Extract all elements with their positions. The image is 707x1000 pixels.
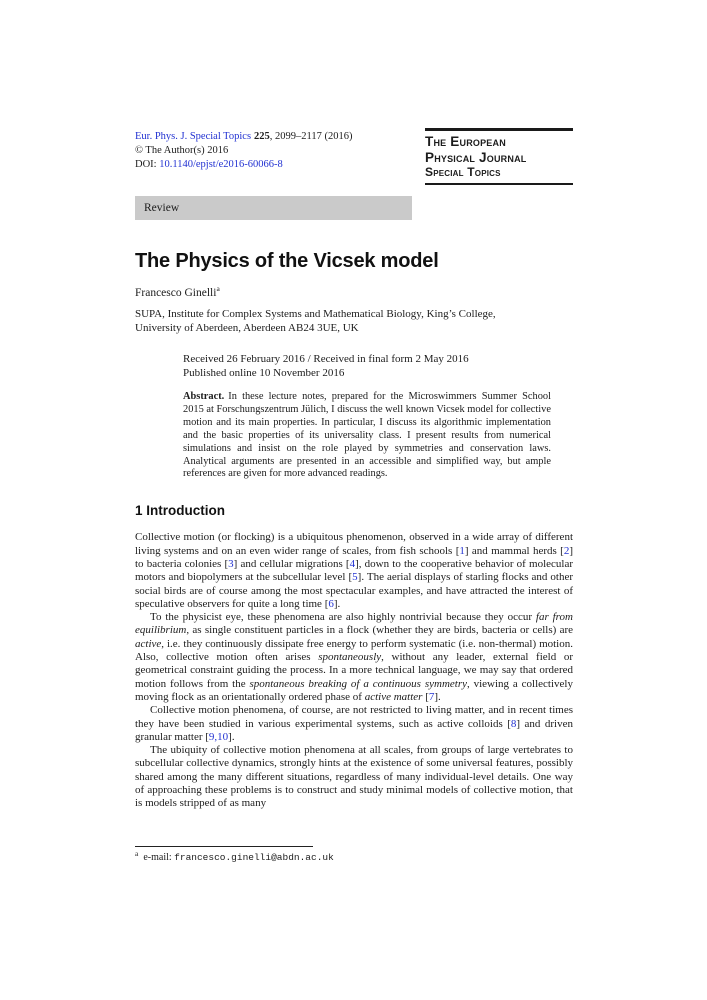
journal-citation-link[interactable]: Eur. Phys. J. Special Topics <box>135 131 252 142</box>
paragraph: Collective motion (or flocking) is a ubiquitous phenomenon, observed in a wide array of different living systems and on an even wider range of scales, from fish schools [1] and mammal herds [2] to bacteria colonies [3] and cellular migrations [4], down to the cooperative behavior of molecular motors and biopolymers at the subcellular level [5]. The aerial displays of starling flocks and other social birds are of course among the most spectacular examples, and have attracted the interest of speculative observers for quite a long time [6]. <box>135 531 573 610</box>
citation-ref[interactable]: 3 <box>228 557 234 570</box>
doi-label: DOI: <box>135 159 160 170</box>
author-name: Francesco Ginelli <box>135 287 217 299</box>
paper-header <box>135 128 573 190</box>
abstract <box>183 391 551 481</box>
article-type-banner: Review <box>135 196 412 220</box>
citation-ref[interactable]: 2 <box>563 544 570 557</box>
page-content <box>135 128 573 811</box>
citation-ref[interactable]: 8 <box>510 717 517 730</box>
citation-ref[interactable]: 7 <box>428 690 435 703</box>
affiliation-line: University of Aberdeen, Aberdeen AB24 3UE, UK <box>135 321 359 334</box>
abstract-text: In these lecture notes, prepared for the Microswimmers Summer School 2015 at Forschungszentrum Jülich, I discuss the well known Vicsek model for collective motion and its main properties. In particular, I discuss its algorithmic implementation and the basic properties of its universality class. I present results from numerical simulations and insist on the role played by symmetries and conservation laws. Analytical arguments are presented in an accessible and simplified way, but ample references are given for more advanced readings. <box>183 391 551 480</box>
emphasized-text: active matter <box>364 690 423 703</box>
citation-ref[interactable]: 5 <box>352 571 358 584</box>
citation-ref[interactable]: 9,10 <box>208 730 229 743</box>
citation-volume: 225 <box>254 131 270 142</box>
footnote-mark: a <box>135 848 139 858</box>
page-title: The Physics of the Vicsek model <box>135 250 439 272</box>
copyright-line: © The Author(s) 2016 <box>135 145 229 156</box>
paragraph: To the physicist eye, these phenomena are also highly nontrivial because they occur far from equilibrium, as single constituent particles in a flock (whether they are birds, bacteria or cells) are active, i.e. they continuously dissipate free energy to perform systematic (i.e. non-thermal) motion. Also, collective motion often arises spontaneously, without any leader, external field or geometrical constraint guiding the process. In a more technical language, we may say that ordered motion follows from the spontaneous breaking of a continuous symmetry, viewing a collectively moving flock as an orientationally ordered phase of active matter [7]. <box>135 611 573 703</box>
paragraph: The ubiquity of collective motion phenomena at all scales, from groups of large vertebrates to subcellular collective dynamics, strongly hints at the existence of some universal features, possibly shared among the many different situations, regardless of many individual-level details. One way of approaching these problems is to construct and study minimal models of collective motion, that is models stripped of as many <box>135 744 573 810</box>
citation-line <box>135 130 353 144</box>
body-text <box>135 531 573 810</box>
citation-block <box>135 130 353 172</box>
footnote-email: francesco.ginelli@abdn.ac.uk <box>174 852 334 863</box>
emphasized-text: spontaneously <box>318 651 382 664</box>
journal-logo-line3: Special Topics <box>425 165 501 179</box>
citation-ref[interactable]: 6 <box>328 597 334 610</box>
footnote-label: e-mail: <box>143 852 175 863</box>
emphasized-text: active <box>135 637 162 650</box>
citation-pages: , 2099–2117 (2016) <box>269 131 353 142</box>
abstract-label: Abstract. <box>183 391 225 402</box>
author-line <box>135 284 573 299</box>
citation-ref[interactable]: 1 <box>459 544 465 557</box>
affiliation-line: SUPA, Institute for Complex Systems and Mathematical Biology, King’s College, <box>135 308 496 320</box>
dates-block <box>183 353 573 380</box>
citation-ref[interactable]: 4 <box>349 557 356 570</box>
paragraph: Collective motion phenomena, of course, are not restricted to living matter, and in recent times they have been studied in various experimental systems, such as active colloids [8] and driven granular matter [9,10]. <box>135 704 573 743</box>
affiliation <box>135 308 573 335</box>
footnote <box>135 846 334 863</box>
footnote-rule <box>135 846 313 847</box>
journal-logo-line1: The European <box>425 134 506 149</box>
section-heading: 1 Introduction <box>135 503 225 519</box>
doi-link[interactable]: 10.1140/epjst/e2016-60066-8 <box>159 159 283 170</box>
emphasized-text: spontaneous breaking of a continuous symmetry <box>249 677 467 690</box>
emphasized-text: far from equilibrium <box>135 611 573 637</box>
published-line: Published online 10 November 2016 <box>183 366 345 379</box>
received-line: Received 26 February 2016 / Received in final form 2 May 2016 <box>183 353 469 365</box>
doi-line <box>135 158 353 172</box>
journal-logo-line2: Physical Journal <box>425 149 527 165</box>
author-note-mark: a <box>216 284 220 294</box>
journal-logo <box>425 128 573 185</box>
